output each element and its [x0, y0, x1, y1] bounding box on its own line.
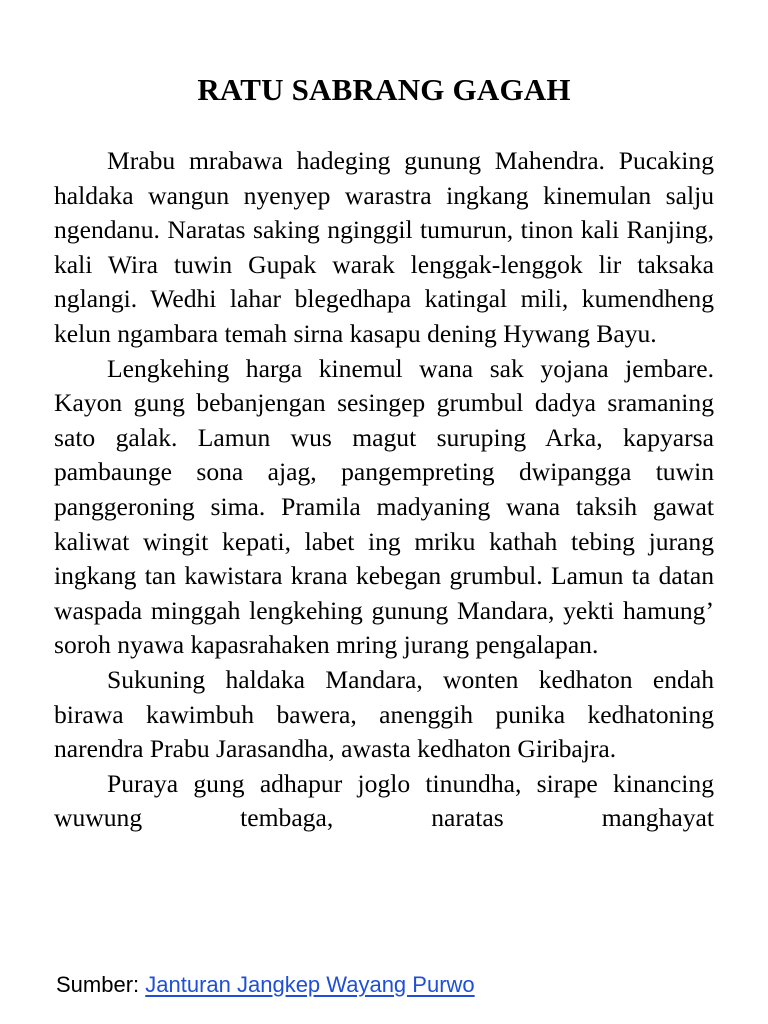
paragraph-1: Mrabu mrabawa hadeging gunung Mahendra. Pucaking haldaka wangun nyenyep warastra ingkang kinemulan salju ngendanu. Naratas saking nginggil tumurun, tinon kali Ranjing, kali Wira tuwin Gupak warak lenggak-lenggok lir taksaka nglangi. Wedhi lahar blegedhapa katingal mili, kumendheng kelun ngambara temah sirna kasapu dening Hywang Bayu.	[54, 146, 714, 348]
document-body	[54, 144, 714, 836]
source-line	[56, 970, 475, 1000]
source-label: Sumber:	[56, 972, 146, 997]
document-title: RATU SABRANG GAGAH	[197, 72, 571, 107]
paragraph-2: Lengkehing harga kinemul wana sak yojana jembare. Kayon gung bebanjengan sesingep grumbul dadya sramaning sato galak. Lamun wus magut suruping Arka, kapyarsa pambaunge sona ajag, pangempreting dwipangga tuwin panggeroning sima. Pramila madyaning wana taksih gawat kaliwat wingit kepati, labet ing mriku kathah tebing jurang ingkang tan kawistara krana kebegan grumbul. Lamun ta datan waspada minggah lengkehing gunung Mandara, yekti hamung’ soroh nyawa kapasrahaken mring jurang pengalapan.	[54, 353, 714, 660]
paragraph-3: Sukuning haldaka Mandara, wonten kedhaton endah birawa kawimbuh bawera, anenggih punika kedhatoning narendra Prabu Jarasandha, awasta kedhaton Giribajra.	[54, 664, 714, 764]
source-link[interactable]: Janturan Jangkep Wayang Purwo	[145, 972, 475, 997]
paragraph-4: Puraya gung adhapur joglo tinundha, sirape kinancing wuwung tembaga, naratas manghayat	[54, 768, 714, 833]
